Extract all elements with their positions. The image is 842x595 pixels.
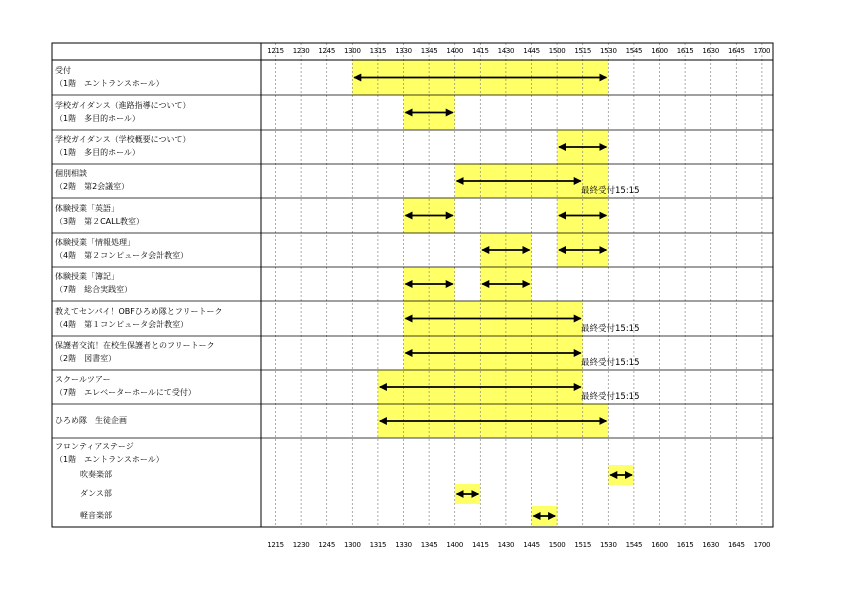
event-label: （3階 第２CALL教室） [55,216,145,226]
event-label: （7階 総合実践室） [55,285,133,294]
event-label: （2階 図書室） [55,354,117,363]
time-tick-top: 1345 [420,47,438,55]
performance-label: 軽音楽部 [80,511,112,520]
time-tick-top: 1415 [471,47,489,55]
time-tick-top: 1700 [753,47,771,55]
event-label: （1階 エントランスホール） [55,78,164,88]
time-tick-top: 1215 [267,47,284,55]
time-tick-bottom: 1515 [574,541,591,549]
time-tick-bottom: 1700 [753,541,771,549]
event-label: 学校ガイダンス（進路指導について） [55,100,191,110]
final-reception-note: 最終受付15:15 [581,392,640,402]
time-tick-bottom: 1545 [625,541,643,549]
event-label: （4階 第１コンピュータ会計教室） [55,319,189,329]
time-tick-top: 1515 [574,47,591,55]
time-tick-top: 1530 [599,47,617,55]
time-tick-bottom: 1400 [446,541,463,549]
time-tick-top: 1400 [446,47,463,55]
event-label: 教えてセンパイ！OBFひろめ隊とフリートーク [55,306,223,316]
time-tick-bottom: 1315 [369,541,387,549]
time-tick-bottom: 1330 [395,541,412,549]
time-tick-top: 1230 [292,47,310,55]
event-label: （1階 エントランスホール） [55,455,164,464]
event-label: （1階 多目的ホール） [55,148,140,157]
time-tick-top: 1245 [318,47,335,55]
time-tick-top: 1630 [702,47,719,55]
event-label: （7階 エレベーターホールにて受付） [55,388,196,397]
time-tick-bottom: 1530 [599,541,617,549]
performance-label: ダンス部 [80,489,112,498]
time-tick-bottom: 1445 [523,541,540,549]
time-tick-bottom: 1415 [471,541,489,549]
time-tick-top: 1500 [548,47,566,55]
time-tick-top: 1300 [343,47,361,55]
performance-label: 吹奏楽部 [80,470,112,479]
event-label: 体験授業「英語」 [55,203,119,213]
time-tick-bottom: 1245 [318,541,335,549]
final-reception-note: 最終受付15:15 [581,324,640,334]
event-label: 受付 [55,65,71,75]
time-tick-top: 1330 [395,47,412,55]
event-label: 学校ガイダンス（学校概要について） [55,135,191,144]
time-tick-bottom: 1215 [267,541,284,549]
time-tick-bottom: 1430 [497,541,515,549]
event-label: （1階 多目的ホール） [55,113,140,123]
time-tick-bottom: 1630 [702,541,719,549]
time-tick-top: 1615 [676,47,694,55]
time-tick-top: 1600 [651,47,668,55]
event-label: 体験授業「簿記」 [55,272,119,281]
time-tick-bottom: 1230 [292,541,310,549]
event-label: ひろめ隊 生徒企画 [55,415,127,425]
final-reception-note: 最終受付15:15 [581,186,640,196]
time-tick-top: 1645 [727,47,745,55]
time-tick-top: 1445 [523,47,540,55]
time-tick-top: 1430 [497,47,515,55]
final-reception-note: 最終受付15:15 [581,358,640,368]
event-label: 個別相談 [55,169,87,178]
event-label: （4階 第２コンピュータ会計教室） [55,251,189,260]
event-label: （2階 第2会議室） [55,182,130,191]
time-tick-top: 1315 [369,47,387,55]
time-tick-top: 1545 [625,47,643,55]
time-tick-bottom: 1600 [651,541,668,549]
time-tick-bottom: 1300 [343,541,361,549]
event-label: 体験授業「情報処理」 [55,238,135,247]
event-label: 保護者交流！在校生保護者とのフリートーク [55,341,215,350]
event-label: フロンティアステージ [55,442,134,451]
time-tick-bottom: 1615 [676,541,694,549]
event-label: スクールツアー [55,375,111,384]
time-tick-bottom: 1345 [420,541,438,549]
time-tick-bottom: 1645 [727,541,745,549]
time-tick-bottom: 1500 [548,541,566,549]
